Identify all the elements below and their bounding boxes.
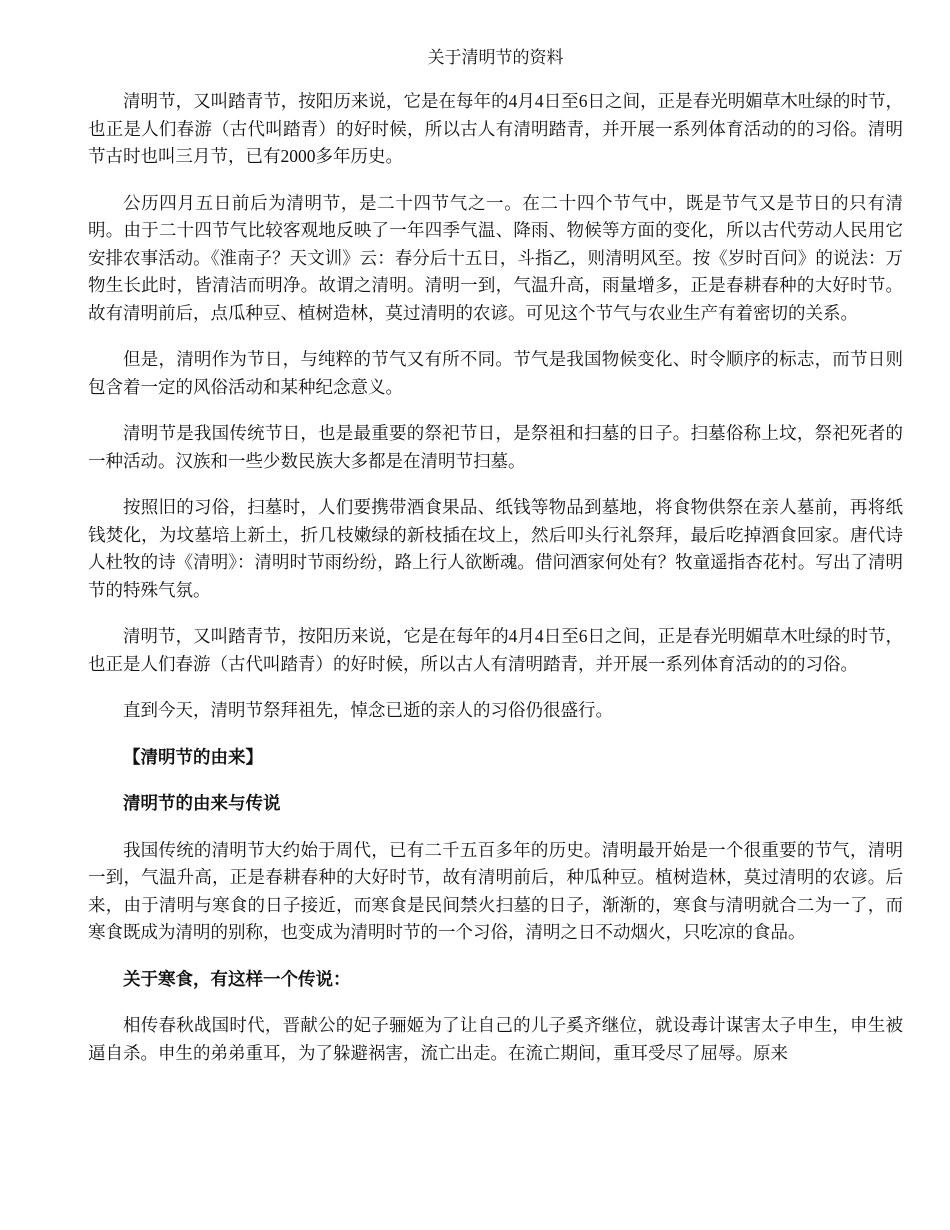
paragraph: 清明节，又叫踏青节，按阳历来说，它是在每年的4月4日至6日之间，正是春光明媚草木吐绿的时节，也正是人们春游（古代叫踏青）的好时候，所以古人有清明踏青，并开展一系列体育活动的的习俗。 <box>88 626 903 674</box>
paragraph: 按照旧的习俗，扫墓时，人们要携带酒食果品、纸钱等物品到墓地，将食物供祭在亲人墓前，再将纸钱焚化，为坟墓培上新土，折几枝嫩绿的新枝插在坟上，然后叩头行礼祭拜，最后吃掉酒食回家。唐代诗人杜牧的诗《清明》：清明时节雨纷纷，路上行人欲断魂。借问酒家何处有？牧童遥指杏花村。写出了清明节的特殊气氛。 <box>88 497 903 600</box>
paragraph: 我国传统的清明节大约始于周代，已有二千五百多年的历史。清明最开始是一个很重要的节气，清明一到，气温升高，正是春耕春种的大好时节，故有清明前后，种瓜种豆。植树造林，莫过清明的农谚。后来，由于清明与寒食的日子接近，而寒食是民间禁火扫墓的日子，渐渐的，寒食与清明就合二为一了，而寒食既成为清明的别称，也变成为清明时节的一个习俗，清明之日不动烟火，只吃凉的食品。 <box>88 839 903 942</box>
paragraph: 清明节，又叫踏青节，按阳历来说，它是在每年的4月4日至6日之间，正是春光明媚草木吐绿的时节，也正是人们春游（古代叫踏青）的好时候，所以古人有清明踏青，并开展一系列体育活动的的习俗。清明节古时也叫三月节，已有2000多年历史。 <box>88 91 903 166</box>
document-title: 关于清明节的资料 <box>427 48 564 67</box>
paragraph: 公历四月五日前后为清明节，是二十四节气之一。在二十四个节气中，既是节气又是节日的只有清明。由于二十四节气比较客观地反映了一年四季气温、降雨、物候等方面的变化，所以古代劳动人民用它安排农事活动。《淮南子？天文训》云：春分后十五日，斗指乙，则清明风至。按《岁时百问》的说法：万物生长此时，皆清洁而明净。故谓之清明。清明一到，气温升高，雨量增多，正是春耕春种的大好时节。故有清明前后，点瓜种豆、植树造林，莫过清明的农谚。可见这个节气与农业生产有着密切的关系。 <box>88 192 903 323</box>
paragraph: 清明节是我国传统节日，也是最重要的祭祀节日，是祭祖和扫墓的日子。扫墓俗称上坟，祭祀死者的一种活动。汉族和一些少数民族大多都是在清明节扫墓。 <box>88 423 903 471</box>
paragraph: 直到今天，清明节祭拜祖先，悼念已逝的亲人的习俗仍很盛行。 <box>123 700 613 720</box>
subsection-heading: 关于寒食，有这样一个传说： <box>123 968 351 989</box>
subsection-heading: 清明节的由来与传说 <box>123 793 281 813</box>
paragraph: 但是，清明作为节日，与纯粹的节气又有所不同。节气是我国物候变化、时令顺序的标志，而节日则包含着一定的风俗活动和某种纪念意义。 <box>88 349 903 397</box>
paragraph: 相传春秋战国时代，晋献公的妃子骊姬为了让自己的儿子奚齐继位，就设毒计谋害太子申生，申生被逼自杀。申生的弟弟重耳，为了躲避祸害，流亡出走。在流亡期间，重耳受尽了屈辱。原来 <box>88 1015 903 1063</box>
section-heading: 【清明节的由来】 <box>123 746 263 767</box>
document-page <box>88 44 903 1086</box>
